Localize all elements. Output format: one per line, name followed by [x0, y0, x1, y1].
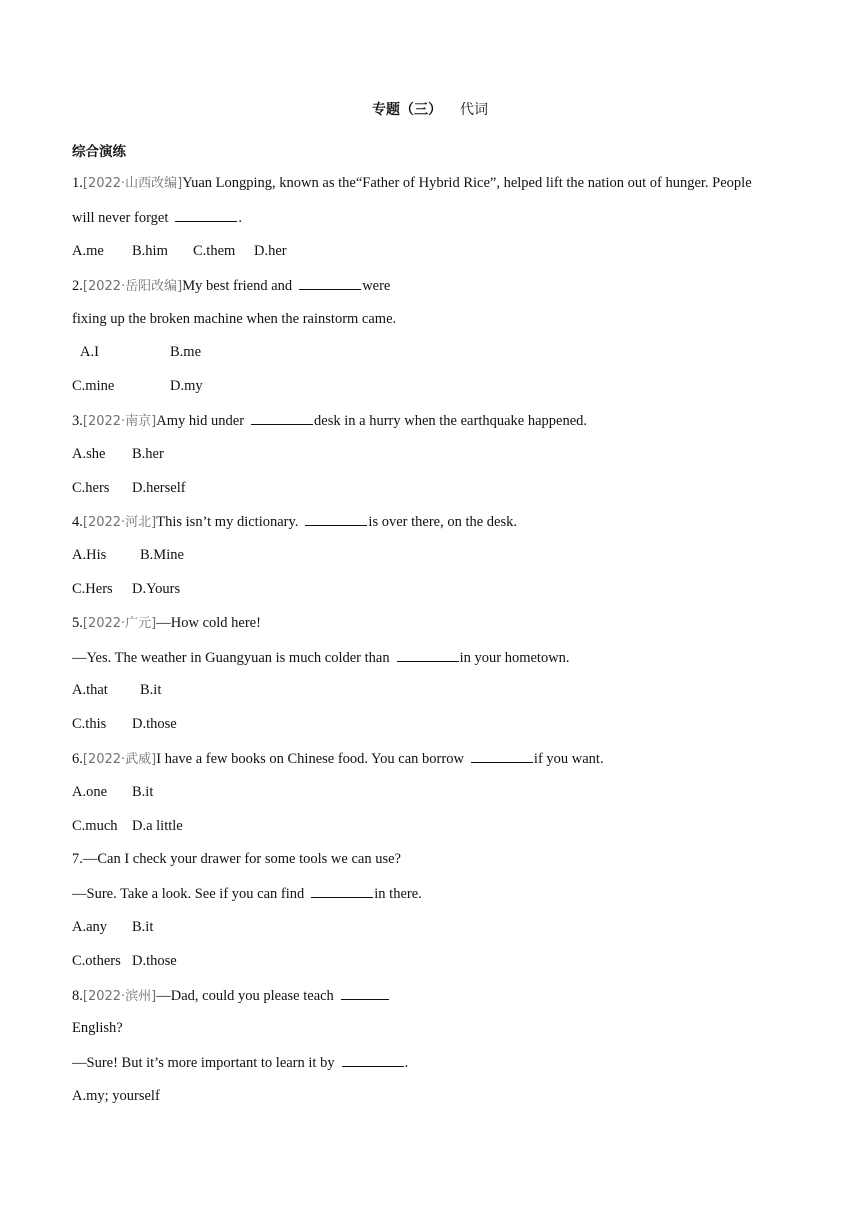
answer-blank: [342, 1052, 404, 1067]
answer-blank: [251, 410, 313, 425]
option-a: A.any: [72, 919, 108, 935]
question-source: [2022·武威]: [82, 752, 157, 767]
question-3: 3.[2022·南京]Amy hid under desk in a hurry when the earthquake happened.: [72, 410, 587, 432]
option-c: C.much: [72, 818, 118, 834]
question-source: [2022·岳阳改编]: [82, 279, 183, 294]
option-b: B.it: [132, 784, 154, 800]
option-a: A.one: [72, 784, 108, 800]
question-1-options: [72, 241, 287, 261]
section-heading: 综合演练: [72, 144, 126, 160]
answer-blank: [311, 883, 373, 898]
option-a: A.that: [72, 682, 108, 698]
option-d: D.those: [132, 716, 177, 732]
question-2: 2.[2022·岳阳改编]My best friend and were: [72, 275, 390, 297]
title-text: 专题（三）: [372, 102, 442, 118]
answer-blank: [471, 748, 533, 763]
answer-blank: [397, 647, 459, 662]
option-c: C.others: [72, 953, 121, 969]
question-2-options-row-2: [72, 376, 203, 396]
option-a: A.His: [72, 547, 107, 563]
option-a: A.she: [72, 446, 106, 462]
option-a: A.me: [72, 243, 104, 259]
question-source: [2022·河北]: [82, 515, 157, 530]
question-8-line-2: English?: [72, 1020, 123, 1036]
option-d: D.Yours: [132, 581, 181, 597]
question-7-options-row-1: [72, 917, 153, 937]
option-b: B.it: [132, 919, 154, 935]
page-title: [0, 99, 860, 119]
question-1-line-2: will never forget .: [72, 207, 242, 228]
option-b: B.her: [132, 446, 164, 462]
option-d: D.her: [254, 243, 287, 259]
answer-blank: [305, 511, 367, 526]
option-a: A.my; yourself: [72, 1088, 160, 1104]
option-a: A.I: [80, 344, 99, 360]
question-6: 6.[2022·武威]I have a few books on Chinese food. You can borrow if you want.: [72, 748, 604, 770]
question-7-line-2: —Sure. Take a look. See if you can find in there.: [72, 883, 422, 904]
option-b: B.me: [170, 344, 202, 360]
option-d: D.those: [132, 953, 177, 969]
question-8-options: [72, 1086, 160, 1106]
question-4: 4.[2022·河北]This isn’t my dictionary. is over there, on the desk.: [72, 511, 517, 533]
option-b: B.him: [132, 243, 168, 259]
question-7: 7.—Can I check your drawer for some tools we can use?: [72, 851, 401, 867]
answer-blank: [175, 207, 237, 222]
question-1: 1.[2022·山西改编]Yuan Longping, known as the“Father of Hybrid Rice”, helped lift the nation out of hunger. People: [72, 175, 752, 191]
option-c: C.mine: [72, 378, 115, 394]
question-2-line-2: fixing up the broken machine when the rainstorm came.: [72, 311, 397, 327]
title-topic: 代词: [460, 102, 488, 118]
question-source: [2022·山西改编]: [82, 176, 183, 191]
question-7-options-row-2: [72, 951, 177, 971]
option-d: D.my: [170, 378, 203, 394]
question-4-options-row-1: [72, 545, 184, 565]
option-b: B.it: [140, 682, 162, 698]
question-8-line-3: —Sure! But it’s more important to learn it by .: [72, 1052, 408, 1073]
option-c: C.this: [72, 716, 107, 732]
question-source: [2022·广元]: [82, 616, 157, 631]
question-5-options-row-1: [72, 680, 161, 700]
question-8: 8.[2022·滨州]—Dad, could you please teach: [72, 985, 390, 1007]
option-b: B.Mine: [140, 547, 184, 563]
question-5-options-row-2: [72, 714, 177, 734]
question-6-options-row-1: [72, 782, 153, 802]
option-d: D.a little: [132, 818, 183, 834]
option-d: D.herself: [132, 480, 186, 496]
question-5: 5.[2022·广元]—How cold here!: [72, 615, 261, 631]
question-5-line-2: —Yes. The weather in Guangyuan is much colder than in your hometown.: [72, 647, 570, 668]
question-3-options-row-1: [72, 444, 164, 464]
option-c: C.Hers: [72, 581, 113, 597]
option-c: C.hers: [72, 480, 110, 496]
question-source: [2022·南京]: [82, 414, 157, 429]
question-6-options-row-2: [72, 816, 183, 836]
question-3-options-row-2: [72, 478, 186, 498]
question-2-options-row-1: [72, 342, 201, 362]
option-c: C.them: [193, 243, 236, 259]
answer-blank: [341, 985, 389, 1000]
question-4-options-row-2: [72, 579, 180, 599]
answer-blank: [299, 275, 361, 290]
question-source: [2022·滨州]: [82, 989, 157, 1004]
